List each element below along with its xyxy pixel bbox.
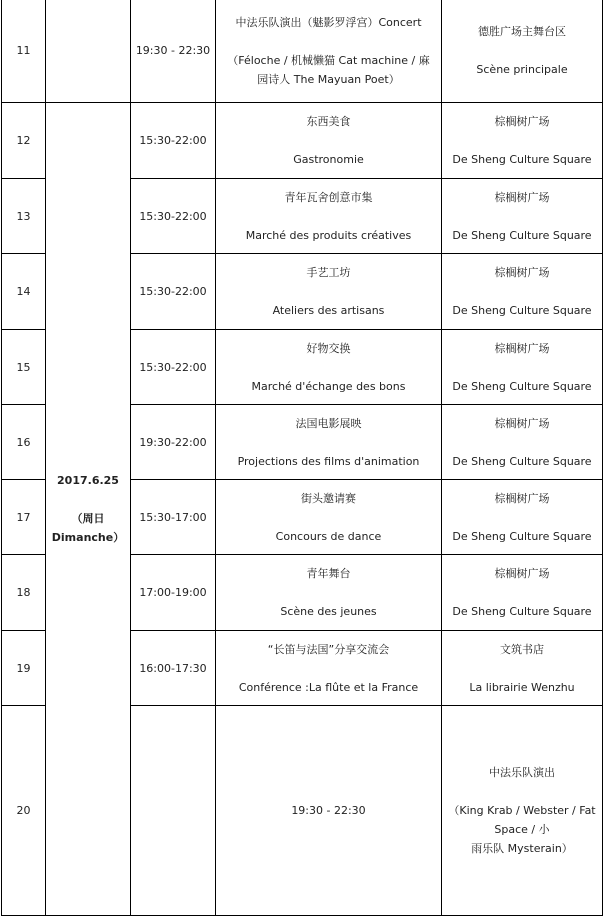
event-name-fr: Ateliers des artisans [272,304,385,317]
row-number: 18 [2,555,46,631]
place-name-fr: De Sheng Culture Square [452,228,592,242]
event-cell [442,706,603,916]
event-performers-line-2: 园诗人 The Mayuan Poet） [257,72,400,86]
time-cell: 15:30-22:00 [131,254,216,330]
event-name-fr: Gastronomie [293,153,364,166]
event-name-cn: 好物交换 [306,341,351,355]
place-name-cn: 棕榈树广场 [494,190,550,204]
time-cell: 15:30-17:00 [131,480,216,555]
place-cell [442,179,603,254]
place-name-cn: 棕榈树广场 [494,416,550,430]
place-name-fr: De Sheng Culture Square [452,454,592,468]
time-cell: 19:30 - 22:30 [216,706,442,916]
place-name-fr: De Sheng Culture Square [452,153,592,166]
row-number: 11 [2,0,46,103]
date-cell [46,103,131,916]
weekday-cn: （周日 [71,512,105,525]
time-cell: 19:30-22:00 [131,405,216,480]
place-cell [442,0,603,103]
place-cell [442,555,603,631]
event-name-cn: 街头邀请赛 [301,491,356,505]
event-name-cn: 中法乐队演出（魅影罗浮宫）Concert [235,15,422,29]
event-name-fr: Scène des jeunes [280,605,377,618]
place-cell [442,254,603,330]
place-name-cn: 棕榈树广场 [494,115,550,128]
place-cell [442,480,603,555]
event-cell [216,330,442,405]
row-number: 13 [2,179,46,254]
event-name-fr: Marché d'échange des bons [251,379,406,393]
event-performers-line-2: 雨乐队 Mysterain） [471,842,573,855]
row-number: 19 [2,631,46,706]
event-name-cn: 法国电影展映 [295,416,362,430]
time-cell: 15:30-22:00 [131,103,216,179]
row-number: 17 [2,480,46,555]
event-cell [216,0,442,103]
place-name-fr: Scène principale [476,63,568,76]
place-name-fr: La librairie Wenzhu [469,680,575,694]
event-date: 2017.6.25 [57,474,119,487]
event-cell [216,254,442,330]
place-cell [442,631,603,706]
event-name-fr: Marché des produits créatives [245,228,412,242]
event-name-cn: 东西美食 [306,115,351,128]
date-cell-empty [131,706,216,916]
place-name-cn: 棕榈树广场 [494,341,550,355]
row-number: 15 [2,330,46,405]
row-number: 20 [2,706,46,916]
event-name-cn: 中法乐队演出 [489,766,555,779]
row-number: 16 [2,405,46,480]
place-name-cn: 棕榈树广场 [494,567,550,580]
place-cell [442,330,603,405]
event-name-cn: 青年舞台 [306,567,351,580]
row-number: 14 [2,254,46,330]
place-cell [442,405,603,480]
event-cell [216,103,442,179]
time-cell: 15:30-22:00 [131,179,216,254]
event-name-cn: 手艺工坊 [306,266,351,279]
place-name-cn: 德胜广场主舞台区 [478,25,566,38]
event-name-cn: “长笛与法国”分享交流会 [267,642,390,656]
place-name-fr: De Sheng Culture Square [452,605,592,618]
event-cell [216,631,442,706]
event-cell [216,555,442,631]
time-cell: 19:30 - 22:30 [131,0,216,103]
place-name-fr: De Sheng Culture Square [452,304,592,317]
event-performers-line-1: （King Krab / Webster / Fat Space / 小 [448,804,596,836]
place-cell [442,103,603,179]
table-row [2,103,603,179]
date-cell-empty [46,0,131,103]
event-cell [216,480,442,555]
event-name-fr: Projections des films d'animation [237,454,420,468]
schedule-table [1,0,603,916]
event-cell [216,179,442,254]
event-name-fr: Concours de dance [275,529,382,543]
time-cell: 15:30-22:00 [131,330,216,405]
event-name-fr: Conférence :La flûte et la France [238,680,419,694]
event-name-cn: 青年瓦舍创意市集 [284,190,373,204]
place-name-fr: De Sheng Culture Square [452,379,592,393]
place-name-cn: 文筑书店 [500,642,544,656]
weekday-fr: Dimanche） [51,531,125,544]
time-cell: 17:00-19:00 [131,555,216,631]
place-name-cn: 棕榈树广场 [494,266,550,279]
time-cell: 16:00-17:30 [131,631,216,706]
event-cell [216,405,442,480]
table-row [2,0,603,103]
place-name-fr: De Sheng Culture Square [452,529,592,543]
row-number: 12 [2,103,46,179]
place-name-cn: 棕榈树广场 [494,491,550,505]
event-performers-line-1: （Féloche / 机械懒猫 Cat machine / 麻 [227,53,430,67]
